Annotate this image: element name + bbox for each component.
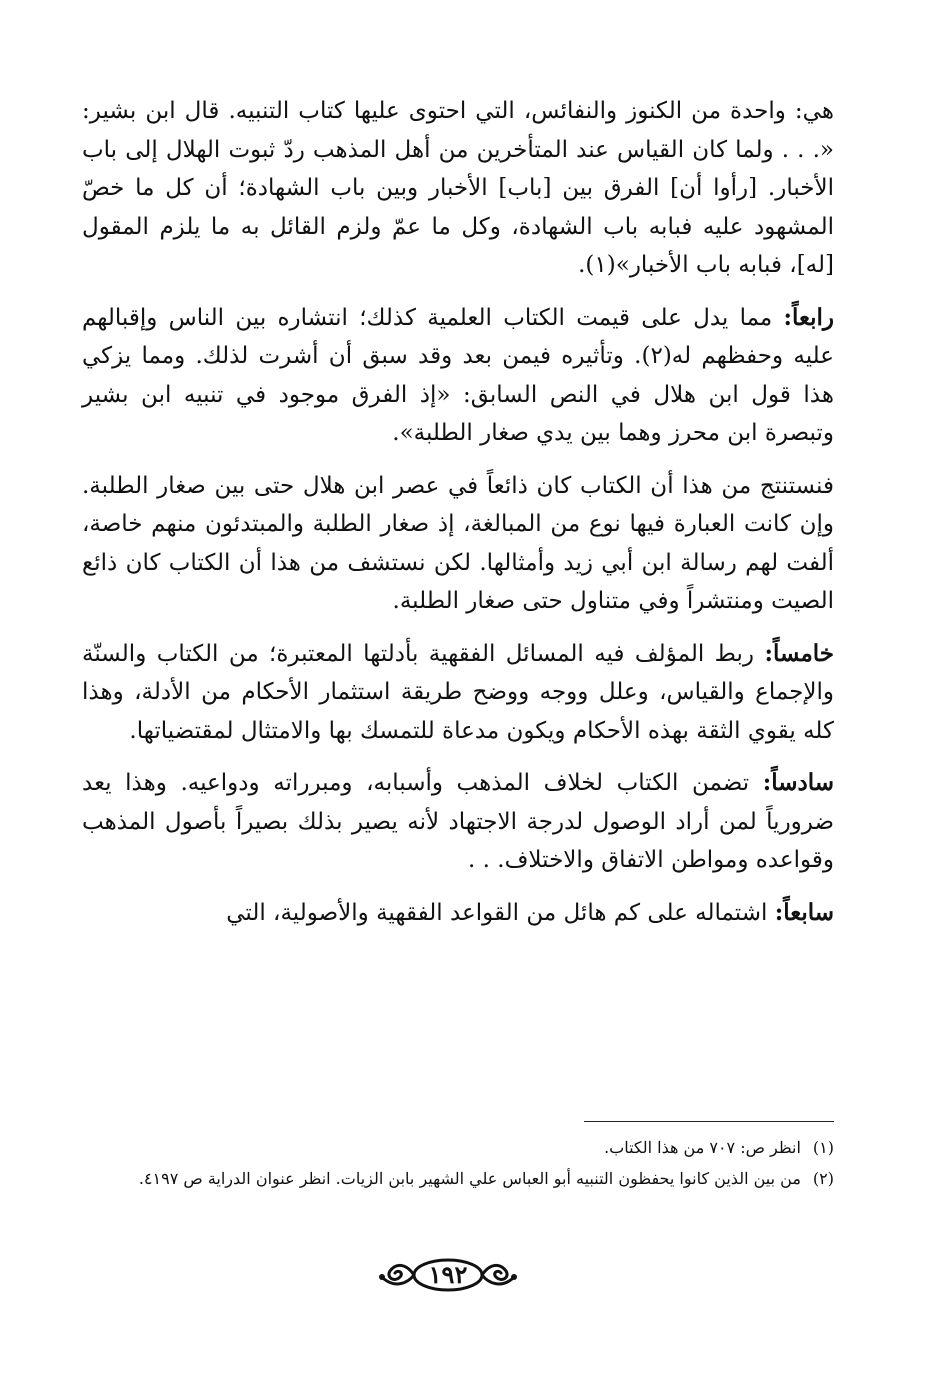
paragraph-lead: سابعاً: — [774, 898, 834, 926]
paragraph-lead: خامساً: — [764, 639, 835, 667]
paragraph-6 — [82, 894, 834, 933]
page-number: ١٩٢ — [428, 1260, 468, 1289]
paragraph-text: ربط المؤلف فيه المسائل الفقهية بأدلتها المعتبرة؛ من الكتاب والسنّة والإجماع والقياس، وعلل ووجه ووضح طريقة استثمار الأحكام من الأدلة، وهذا كله يقوي الثقة بهذه الأحكام ويكون مدعاة للتمسك بها والامتثال لمقتضياتها. — [82, 640, 834, 744]
paragraph-5 — [82, 764, 834, 880]
paragraph-lead: سادساً: — [762, 769, 835, 796]
footnote-1 — [82, 1132, 834, 1163]
paragraph-text: فنستنتج من هذا أن الكتاب كان ذائعاً في عصر ابن هلال حتى بين صغار الطلبة. وإن كانت العبارة فيها نوع من المبالغة، إذ صغار الطلبة والمبتدئون منهم خاصة، ألفت لهم رسالة ابن أبي زيد وأمثالها. لكن نستشف من هذا أن الكتاب كان ذائع الصيت ومنتشراً وفي متناول حتى صغار الطلبة. — [82, 472, 834, 614]
footnote-separator — [584, 1121, 834, 1122]
paragraph-2 — [82, 299, 834, 453]
footnote-text: انظر ص: ٧٠٧ من هذا الكتاب. — [604, 1138, 801, 1157]
paragraph-text: اشتماله على كم هائل من القواعد الفقهية والأصولية، التي — [226, 899, 768, 926]
footnote-text: من بين الذين كانوا يحفظون التنبيه أبو العباس علي الشهير بابن الزيات. انظر عنوان الدراية ص ٤١٩٧. — [138, 1169, 801, 1188]
page-number-ornament — [376, 1253, 520, 1297]
footnote-number: (١) — [812, 1138, 834, 1157]
paragraph-text: مما يدل على قيمت الكتاب العلمية كذلك؛ انتشاره بين الناس وإقبالهم عليه وحفظهم له(٢). وتأثيره فيمن بعد وقد سبق أن أشرت لذلك. ومما يزكي هذا قول ابن هلال في النص السابق: «إذ الفرق موجود في تنبيه ابن بشير وتبصرة ابن محرز وهما بين يدي صغار الطلبة». — [82, 304, 835, 446]
footnote-2 — [82, 1163, 834, 1194]
main-text — [82, 92, 834, 946]
paragraph-text: تضمن الكتاب لخلاف المذهب وأسبابه، ومبرراته ودواعيه. وهذا يعد ضرورياً لمن أراد الوصول لدرجة الاجتهاد لأنه يصير بذلك بصيراً بأصول المذهب وقواعده ومواطن الاتفاق والاختلاف. . . — [82, 770, 834, 873]
footnote-number: (٢) — [812, 1169, 834, 1188]
footnotes — [82, 1132, 834, 1194]
paragraph-text: هي: واحدة من الكنوز والنفائس، التي احتوى عليها كتاب التنبيه. قال ابن بشير: «. . . ولما كان القياس عند المتأخرين من أهل المذهب ردّ ثبوت الهلال إلى باب الأخبار. [رأوا أن] الفرق بين [باب] الأخبار وبين باب الشهادة؛ أن كل ما خصّ المشهود عليه فبابه باب الشهادة، وكل ما عمّ ولزم القائل به ما يلزم المقول [له]، فبابه باب الأخبار»(١). — [82, 98, 834, 278]
paragraph-1 — [82, 92, 834, 285]
paragraph-4 — [82, 635, 834, 751]
paragraph-3 — [82, 467, 834, 621]
paragraph-lead: رابعاً: — [783, 303, 835, 331]
